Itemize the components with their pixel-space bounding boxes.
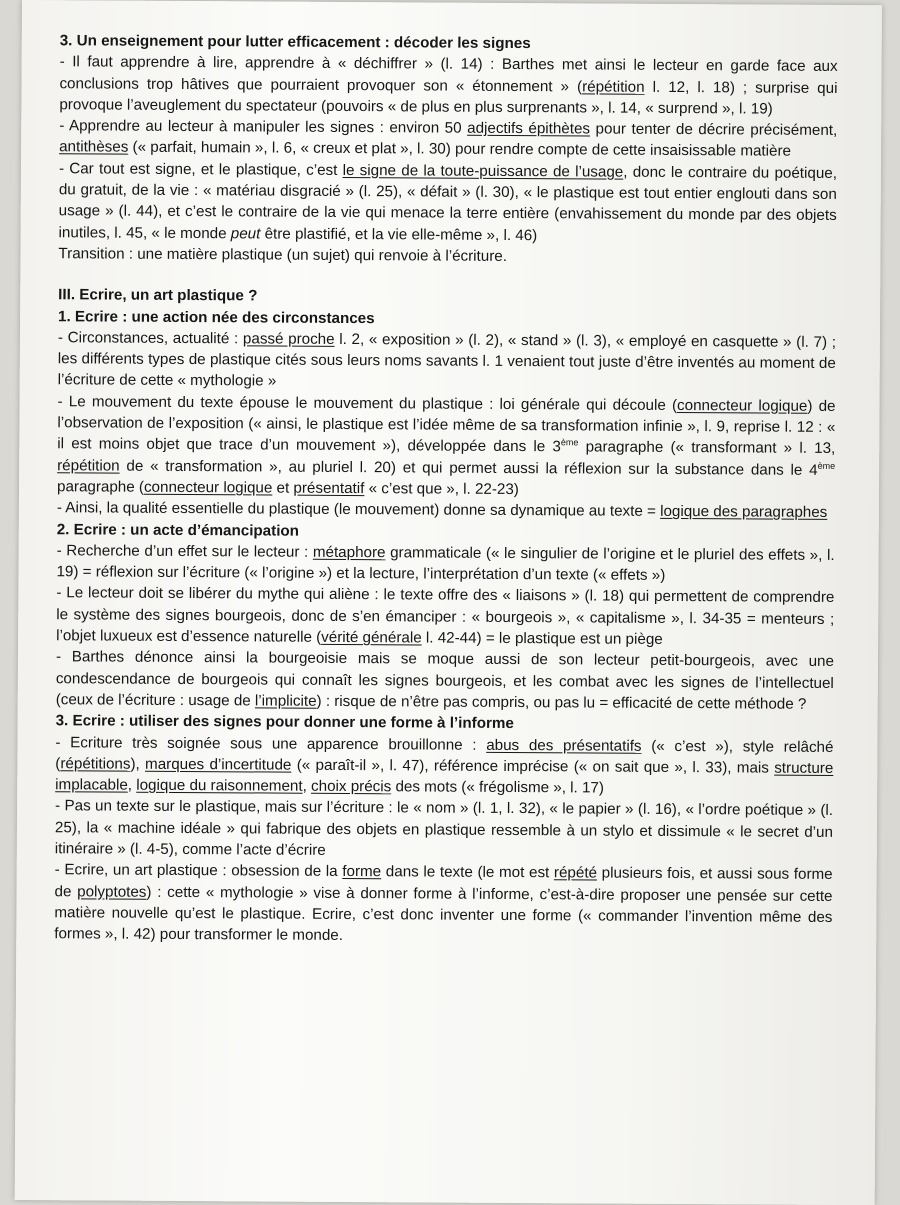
text-run: ),	[130, 755, 146, 773]
paragraph	[55, 732, 833, 801]
underlined-term: connecteur logique	[677, 396, 808, 415]
paper-sheet	[15, 0, 882, 1205]
underlined-term: antithèses	[59, 138, 129, 157]
text-run: « c’est que », l. 22-23)	[364, 480, 519, 498]
text-run: (« c’est »), style relâché (	[55, 737, 834, 773]
underlined-term: logique du raisonnement	[136, 776, 303, 795]
underlined-term: passé proche	[242, 330, 335, 348]
paragraph	[56, 647, 834, 716]
text-run: - Le lecteur doit se libérer du mythe qui aliène : le texte offre des « liaisons » (l. 18) qui permettent de comprendre le système des signes bourgeois, donc de s’en émanciper : « bourgeois », « capitalisme », l. 34-35 = menteurs ; l’objet luxueux est d’essence naturelle (	[56, 584, 835, 646]
underlined-term: abus des présentatifs	[486, 736, 642, 755]
text-run: des mots (« frégolisme », l. 17)	[391, 778, 605, 797]
text-run: de « transformation », au pluriel l. 20) et qui permet aussi la réflexion sur la substance dans le 4	[119, 457, 818, 479]
text-run: - Ecrire, un art plastique : obsession de la	[54, 861, 343, 881]
paragraph	[56, 540, 834, 587]
underlined-term: métaphore	[312, 543, 386, 562]
text-run: ,	[302, 777, 312, 795]
underlined-term: présentatif	[293, 479, 365, 498]
section-heading: 2. Ecrire : un acte d’émancipation	[56, 520, 300, 540]
text-run: ,	[127, 776, 137, 794]
text-run: - Apprendre au lecteur à manipuler les signes : environ 50	[59, 117, 468, 137]
text-run: l. 12, l. 18) ; surprise qui provoque l’aveuglement du spectateur (pouvoirs « de plus en plus surprenants », l. 14, « surprend », l. 19)	[59, 78, 838, 118]
underlined-term: l’implicite	[254, 692, 317, 710]
underlined-term: vérité générale	[321, 628, 422, 647]
ordinal-superscript: ème	[560, 437, 579, 448]
text-run: être plastifié, et la vie elle-même », l. 46)	[260, 225, 538, 244]
text-run: grammaticale (« le singulier de l’origine et le pluriel des effets », l. 19) = réflexion sur l’écriture (« l’origine ») et la lecture, l’interprétation d’un texte (« effets »)	[56, 544, 835, 585]
underlined-term: choix précis	[311, 777, 392, 796]
text-run: - Ainsi, la qualité essentielle du plastique (le mouvement) donne sa dynamique au texte =	[56, 499, 661, 521]
paragraph	[56, 583, 834, 652]
paragraph	[57, 391, 836, 502]
underlined-term: marques d’incertitude	[145, 755, 292, 774]
text-run: Transition : une matière plastique (un sujet) qui renvoie à l’écriture.	[58, 245, 508, 265]
italic-text: peut	[230, 224, 261, 243]
text-run: plusieurs fois, et aussi sous forme de	[54, 864, 833, 900]
paragraph	[54, 859, 833, 949]
underlined-term: répétitions	[60, 755, 131, 773]
paragraph	[55, 796, 833, 865]
text-run: ) : risque de n’être pas compris, ou pas lu = efficacité de cette méthode ?	[316, 692, 807, 713]
text-run: ) : cette « mythologie » vise à donner forme à l’informe, c’est-à-dire proposer une pensée sur cette matière nouvelle qu’est le plastique. Ecrire, c’est donc inventer une forme (« commander l’invention même des formes », l. 42) pour transformer le monde.	[54, 883, 833, 945]
text-run: - Recherche d’un effet sur le lecteur :	[56, 542, 313, 561]
text-run: dans le texte (le mot est	[381, 863, 554, 882]
section-heading: III. Ecrire, un art plastique ?	[58, 286, 258, 305]
text-run: l. 2, « exposition » (l. 2), « stand » (l. 3), « employé en casquette » (l. 7) ; les différents types de plastique cités sous leurs noms savants l. 1 venaient tout juste d’être inventés au moment de l’écriture de cette « mythologie »	[57, 330, 836, 391]
underlined-term: répété	[553, 864, 598, 882]
ordinal-superscript: ème	[817, 460, 836, 471]
text-run: ) de l’observation de l’exposition (« ainsi, le plastique est l’idée même de sa transformation infinie », l. 9, reprise l. 12 : « il est moins objet que trace d’un mouvement »), développée dans le 3	[57, 397, 836, 456]
text-run: - Il faut apprendre à lire, apprendre à « déchiffrer » (l. 14) : Barthes met ainsi le lecteur en garde face aux conclusions trop hâtives que pourraient provoquer son « étonnement » (	[59, 53, 838, 96]
text-run: - Car tout est signe, et le plastique, c’est	[58, 160, 343, 179]
text-run: - Barthes dénonce ainsi la bourgeoisie mais se moque aussi de son lecteur petit-bourgeois, avec une condescendance de bourgeois qui connaît les signes bourgeois, et les combat avec les signes de l’intellectuel (ceux de l’écriture : usage de	[55, 648, 835, 710]
underlined-term: répétition	[582, 78, 645, 96]
underlined-term: connecteur logique	[143, 478, 273, 497]
text-run: l. 42-44) = le plastique est un piège	[421, 629, 663, 648]
underlined-term: logique des paragraphes	[660, 503, 828, 522]
text-run: (« parfait, humain », l. 6, « creux et plat », l. 30) pour rendre compte de cette insaisissable matière	[128, 139, 792, 161]
text-run: pour tenter de décrire précisément,	[589, 120, 838, 140]
text-run: (« paraît-il », l. 47), référence imprécise (« on sait que », l. 33), mais	[291, 756, 775, 777]
paragraph	[59, 52, 837, 121]
text-run: - Pas un texte sur le plastique, mais sur l’écriture : le « nom » (l. 1, l. 32), « le papier » (l. 16), « l’ordre poétique » (l. 25), la « machine idéale » qui fabrique des objets en plastique ressemble à un stylo et dissimule « le secret d’un itinéraire » (l. 4-5), comme l’acte d’écrire	[54, 797, 834, 859]
underlined-term: adjectifs épithètes	[467, 119, 591, 138]
paragraph	[59, 158, 838, 248]
text-run: - Ecriture très soignée sous une apparence brouillonne :	[55, 733, 487, 754]
underlined-term: polyptotes	[77, 882, 147, 901]
section-heading: 3. Un enseignement pour lutter efficacement : décoder les signes	[59, 32, 531, 53]
paragraph	[59, 115, 837, 162]
section-heading: 3. Ecrire : utiliser des signes pour donner une forme à l’informe	[55, 712, 514, 733]
underlined-term: le signe de la toute-puissance de l’usage	[342, 161, 624, 181]
text-run: - Circonstances, actualité :	[57, 329, 244, 348]
underlined-term: structure implacable	[55, 759, 834, 794]
underlined-term: forme	[342, 863, 382, 881]
paragraph	[58, 327, 836, 396]
text-run: paragraphe (	[56, 478, 145, 496]
text-run: - Le mouvement du texte épouse le mouvement du plastique : loi générale qui découle (	[57, 392, 678, 414]
underlined-term: répétition	[57, 456, 120, 475]
section-heading: 1. Ecrire : une action née des circonstances	[58, 307, 375, 327]
text-run: et	[272, 479, 294, 497]
text-run: paragraphe (« transformant » l. 13,	[578, 438, 836, 458]
text-run: , donc le contraire du poétique, du gratuit, de la vie : « matériau disgracié » (l. 25), « défait » (l. 30), « le plastique est tout entier englouti dans son usage » (l. 44), et c’est le contraire de la vie qui menace la terre entière (envahissement du monde par des objets inutiles, l. 45, « le monde	[58, 163, 838, 242]
document-body	[54, 30, 838, 949]
